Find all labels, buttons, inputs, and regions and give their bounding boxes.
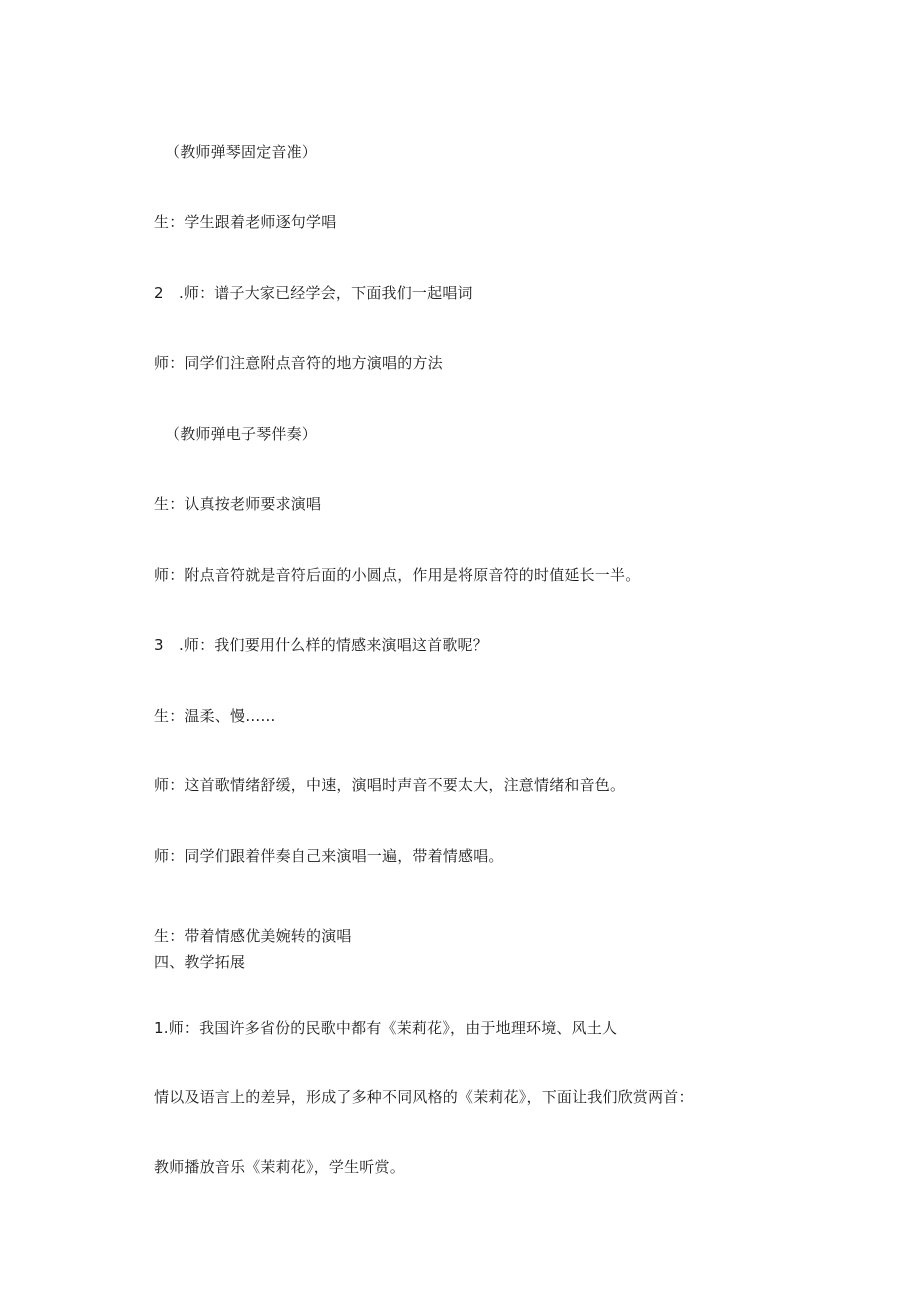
teacher-line-2-sing-lyrics: 2 .师：谱子大家已经学会，下面我们一起唱词 <box>154 284 473 302</box>
teacher-line-3-emotion-question: 3 .师：我们要用什么样的情感来演唱这首歌呢？ <box>154 636 488 654</box>
student-line-sing-with-emotion: 生：带着情感优美婉转的演唱 <box>154 927 352 945</box>
stage-direction-piano-pitch: （教师弹琴固定音准） <box>165 143 318 161</box>
stage-direction-keyboard-accompaniment: （教师弹电子琴伴奏） <box>165 425 318 443</box>
paragraph-continuation-styles: 情以及语言上的差异，形成了多种不同风格的《茉莉花》，下面让我们欣赏两首： <box>154 1088 694 1106</box>
teacher-line-sing-with-accompaniment: 师：同学们跟着伴奏自己来演唱一遍，带着情感唱。 <box>154 847 504 865</box>
teacher-plays-music-line: 教师播放音乐《茉莉花》，学生听赏。 <box>154 1158 405 1176</box>
section-heading-teaching-extension: 四、教学拓展 <box>154 953 246 971</box>
teacher-line-dotted-notes: 师：同学们注意附点音符的地方演唱的方法 <box>154 354 443 372</box>
teacher-line-dotted-note-explanation: 师：附点音符就是音符后面的小圆点，作用是将原音符的时值延长一半。 <box>154 566 641 584</box>
student-line-follow-teacher: 生：学生跟着老师逐句学唱 <box>154 213 337 231</box>
teacher-line-1-jasmine-flower: 1.师：我国许多省份的民歌中都有《茉莉花》，由于地理环境、风土人 <box>154 1019 618 1037</box>
teacher-line-song-mood: 师：这首歌情绪舒缓，中速，演唱时声音不要太大，注意情绪和音色。 <box>154 776 626 794</box>
student-line-gentle-slow: 生：温柔、慢…… <box>154 707 276 725</box>
student-line-sing-as-required: 生：认真按老师要求演唱 <box>154 495 322 513</box>
